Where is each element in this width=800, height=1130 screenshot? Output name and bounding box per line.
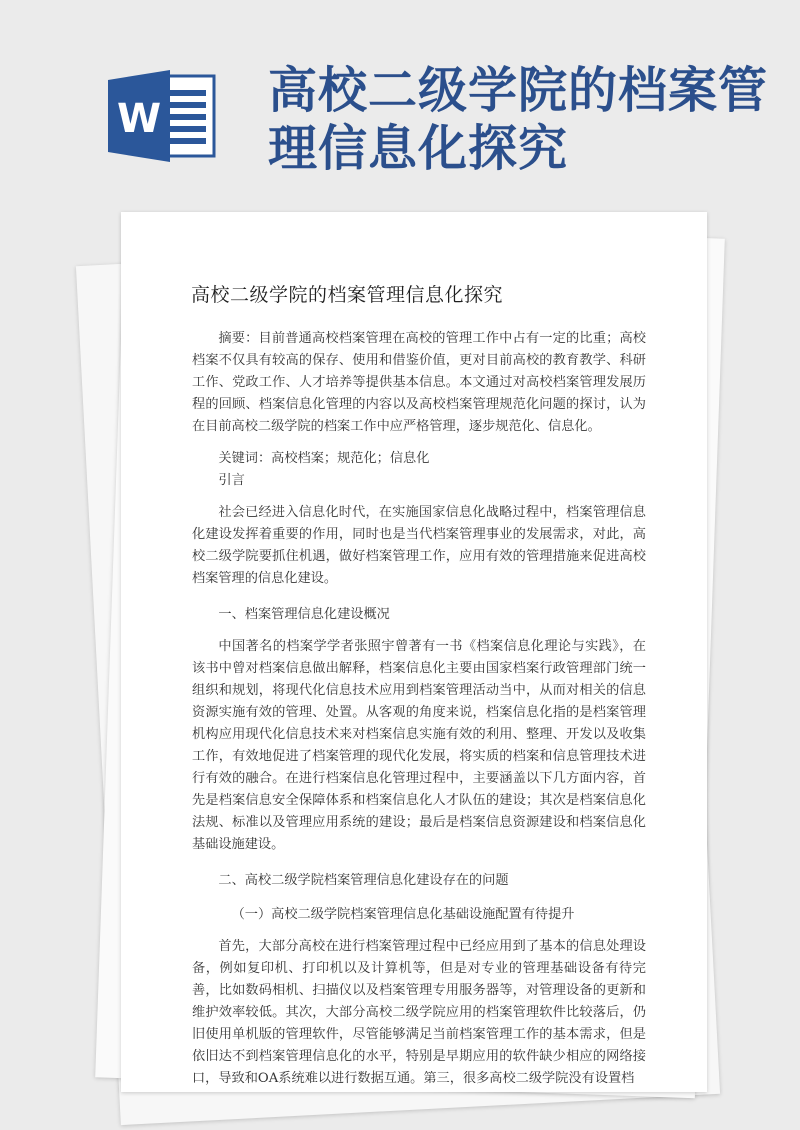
section-2-1-heading: （一）高校二级学院档案管理信息化基础设施配置有待提升 (231, 907, 575, 922)
document-title: 高校二级学院的档案管理信息化探究 (191, 284, 504, 306)
abstract-paragraph: 摘要：目前普通高校档案管理在高校的管理工作中占有一定的比重；高校档案不仅具有较高的保存、使用和借鉴价值，更对目前高校的教育教学、科研工作、党政工作、人才培养等提供基本信息。本文通过对高校档案管理发展历程的回顾、档案信息化管理的内容以及高校档案管理规范化问题的探讨，认为在目前高校二级学院的档案工作中应严格管理，逐步规范化、信息化。 (192, 331, 646, 434)
banner (0, 0, 800, 200)
section-2-heading: 二、高校二级学院档案管理信息化建设存在的问题 (218, 873, 509, 888)
keywords-line: 关键词：高校档案；规范化；信息化 (218, 451, 430, 466)
section-1-paragraph: 中国著名的档案学学者张照宇曾著有一书《档案信息化理论与实践》，在该书中曾对档案信息做出解释，档案信息化主要由国家档案行政管理部门统一组织和规划，将现代化信息技术应用到档案管理活动当中，从而对相关的信息资源实施有效的管理、处置。从客观的角度来说，档案信息化指的是档案管理机构应用现代化信息技术来对档案信息实施有效的利用、整理、开发以及收集工作，有效地促进了档案管理的现代化发展，将实质的档案和信息管理技术进行有效的融合。在进行档案信息化管理过程中，主要涵盖以下几方面内容，首先是档案信息安全保障体系和档案信息化人才队伍的建设；其次是档案信息化法规、标准以及管理应用系统的建设；最后是档案信息资源建设和档案信息化基础设施建设。 (192, 639, 646, 852)
document-body (192, 328, 646, 1090)
word-icon-letter: W (116, 96, 162, 142)
document-page (121, 212, 707, 1092)
section-1-heading: 一、档案管理信息化建设概况 (218, 607, 390, 622)
banner-title: 高校二级学院的档案管理信息化探究 (268, 62, 769, 177)
introduction-paragraph: 社会已经进入信息化时代，在实施国家信息化战略过程中，档案管理信息化建设发挥着重要的作用，同时也是当代档案管理事业的发展需求，对此，高校二级学院要抓住机遇，做好档案管理工作，应用有效的管理措施来促进高校档案管理的信息化建设。 (192, 505, 646, 586)
section-2-1-paragraph: 首先，大部分高校在进行档案管理过程中已经应用到了基本的信息处理设备，例如复印机、打印机以及计算机等，但是对专业的管理基础设备有待完善，比如数码相机、扫描仪以及档案管理专用服务器等，对管理设备的更新和维护效率较低。其次，大部分高校二级学院应用的档案管理软件比较落后，仍旧使用单机版的管理软件，尽管能够满足当前档案管理工作的基本需求，但是依旧达不到档案管理信息化的水平，特别是早期应用的软件缺少相应的网络接口，导致和OA系统难以进行数据互通。第三，很多高校二级学院没有设置档 (192, 939, 646, 1086)
introduction-heading: 引言 (218, 473, 245, 488)
word-document-icon (108, 70, 218, 162)
